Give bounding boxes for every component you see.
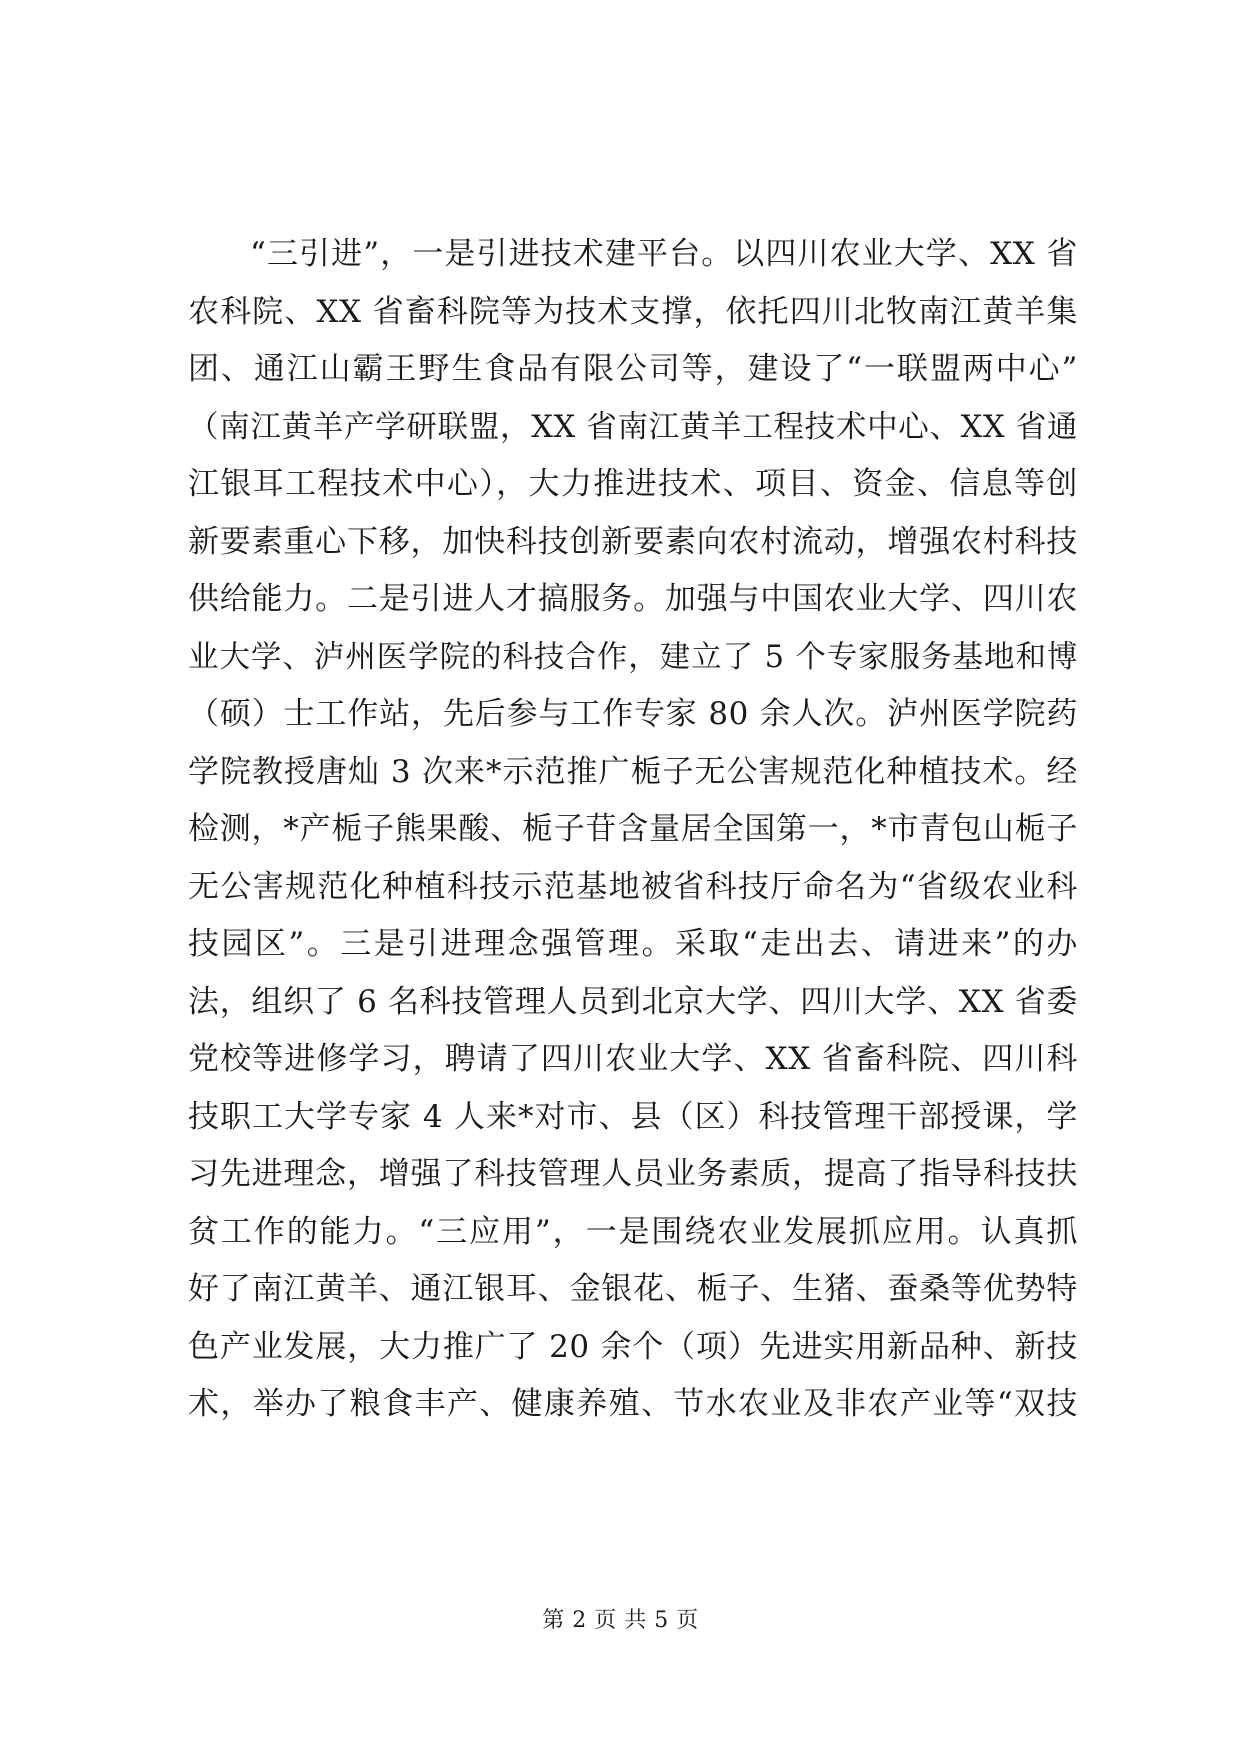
text-line: 技职工大学专家 4 人来*对市、县（区）科技管理干部授课，学: [188, 1098, 1078, 1135]
text-line: “三引进”，一是引进技术建平台。以四川农业大学、XX 省: [250, 236, 1078, 272]
text-line: （南江黄羊产学研联盟，XX 省南江黄羊工程技术中心、XX 省通: [188, 409, 1078, 445]
page-number-label: 第 2 页 共 5 页: [542, 1608, 699, 1633]
text-line: 新要素重心下移，加快科技创新要素向农村流动，增强农村科技: [188, 523, 1078, 560]
text-line: 党校等进修学习，聘请了四川农业大学、XX 省畜科院、四川科: [188, 1041, 1078, 1077]
text-line: 无公害规范化种植科技示范基地被省科技厅命名为“省级农业科: [188, 868, 1078, 905]
text-line: 习先进理念，增强了科技管理人员业务素质，提高了指导科技扶: [188, 1156, 1078, 1192]
text-line: 检测，*产栀子熊果酸、栀子苷含量居全国第一，*市青包山栀子: [188, 811, 1078, 847]
text-line: （硕）士工作站，先后参与工作专家 80 余人次。泸州医学院药: [188, 696, 1078, 732]
text-line: 团、通江山霸王野生食品有限公司等，建设了“一联盟两中心”: [188, 351, 1078, 387]
page-footer: [0, 1606, 1241, 1636]
text-line: 术，举办了粮食丰产、健康养殖、节水农业及非农产业等“双技: [188, 1386, 1078, 1422]
text-line: 法，组织了 6 名科技管理人员到北京大学、四川大学、XX 省委: [188, 983, 1078, 1020]
text-line: 农科院、XX 省畜科院等为技术支撑，依托四川北牧南江黄羊集: [188, 293, 1078, 330]
text-line: 好了南江黄羊、通江银耳、金银花、栀子、生猪、蚕桑等优势特: [188, 1271, 1078, 1307]
text-line: 供给能力。二是引进人才搞服务。加强与中国农业大学、四川农: [188, 581, 1078, 617]
text-line: 技园区”。三是引进理念强管理。采取“走出去、请进来”的办: [188, 926, 1078, 962]
body-paragraph: [188, 226, 1078, 1434]
text-line: 业大学、泸州医学院的科技合作，建立了 5 个专家服务基地和博: [188, 639, 1078, 675]
text-line: 贫工作的能力。“三应用”，一是围绕农业发展抓应用。认真抓: [188, 1213, 1078, 1250]
text-line: 色产业发展，大力推广了 20 余个（项）先进实用新品种、新技: [188, 1328, 1078, 1365]
text-line: 江银耳工程技术中心），大力推进技术、项目、资金、信息等创: [188, 466, 1078, 502]
text-line: 学院教授唐灿 3 次来*示范推广栀子无公害规范化种植技术。经: [188, 753, 1078, 790]
